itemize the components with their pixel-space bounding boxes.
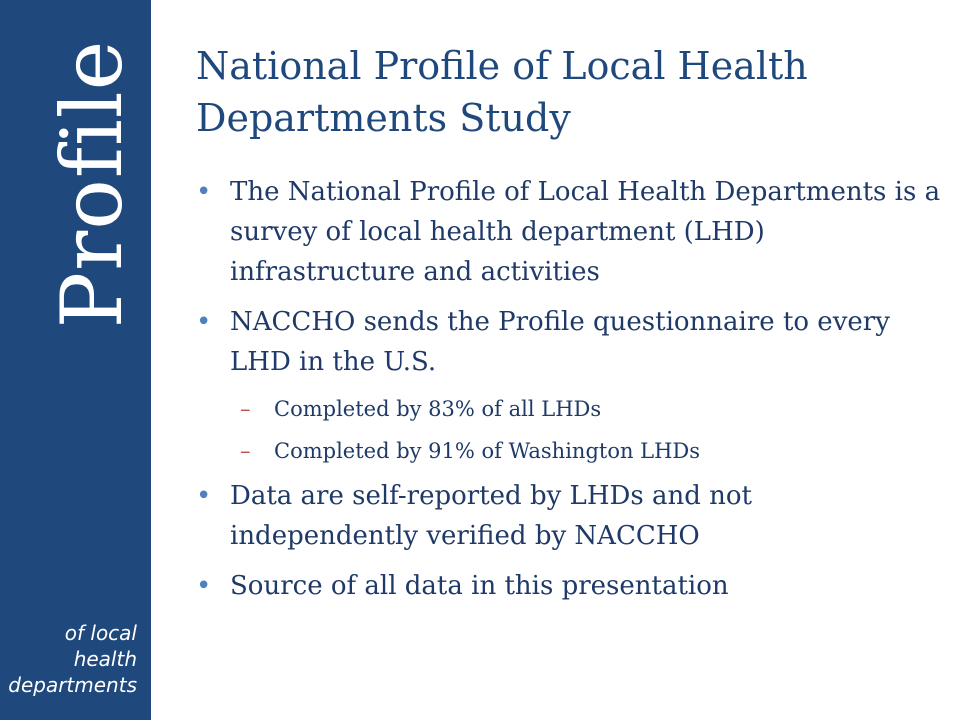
logo-subtitle-line-2: health bbox=[73, 647, 137, 671]
logo-subtitle-line-3: departments bbox=[8, 673, 137, 697]
bullet-survey-description: • The National Profile of Local Health Departments is a survey of local health department (LHD) infrastructure and activities bbox=[196, 172, 941, 292]
profile-logo-subtitle bbox=[8, 620, 137, 698]
bullet-self-reported: • Data are self-reported by LHDs and not independently verified by NACCHO bbox=[196, 476, 941, 556]
subbullet-completion-washington: – Completed by 91% of Washington LHDs bbox=[196, 434, 941, 468]
profile-logo-text: Profile bbox=[43, 39, 141, 329]
logo-subtitle-line-1: of local bbox=[64, 621, 137, 645]
brand-sidebar bbox=[0, 0, 151, 720]
slide-content bbox=[196, 172, 941, 616]
slide-title: National Profile of Local Health Departments Study bbox=[196, 44, 808, 140]
bullet-data-source: • Source of all data in this presentation bbox=[196, 566, 941, 606]
bullet-questionnaire-distribution: • NACCHO sends the Profile questionnaire to every LHD in the U.S. bbox=[196, 302, 941, 382]
subbullet-completion-all: – Completed by 83% of all LHDs bbox=[196, 392, 941, 426]
